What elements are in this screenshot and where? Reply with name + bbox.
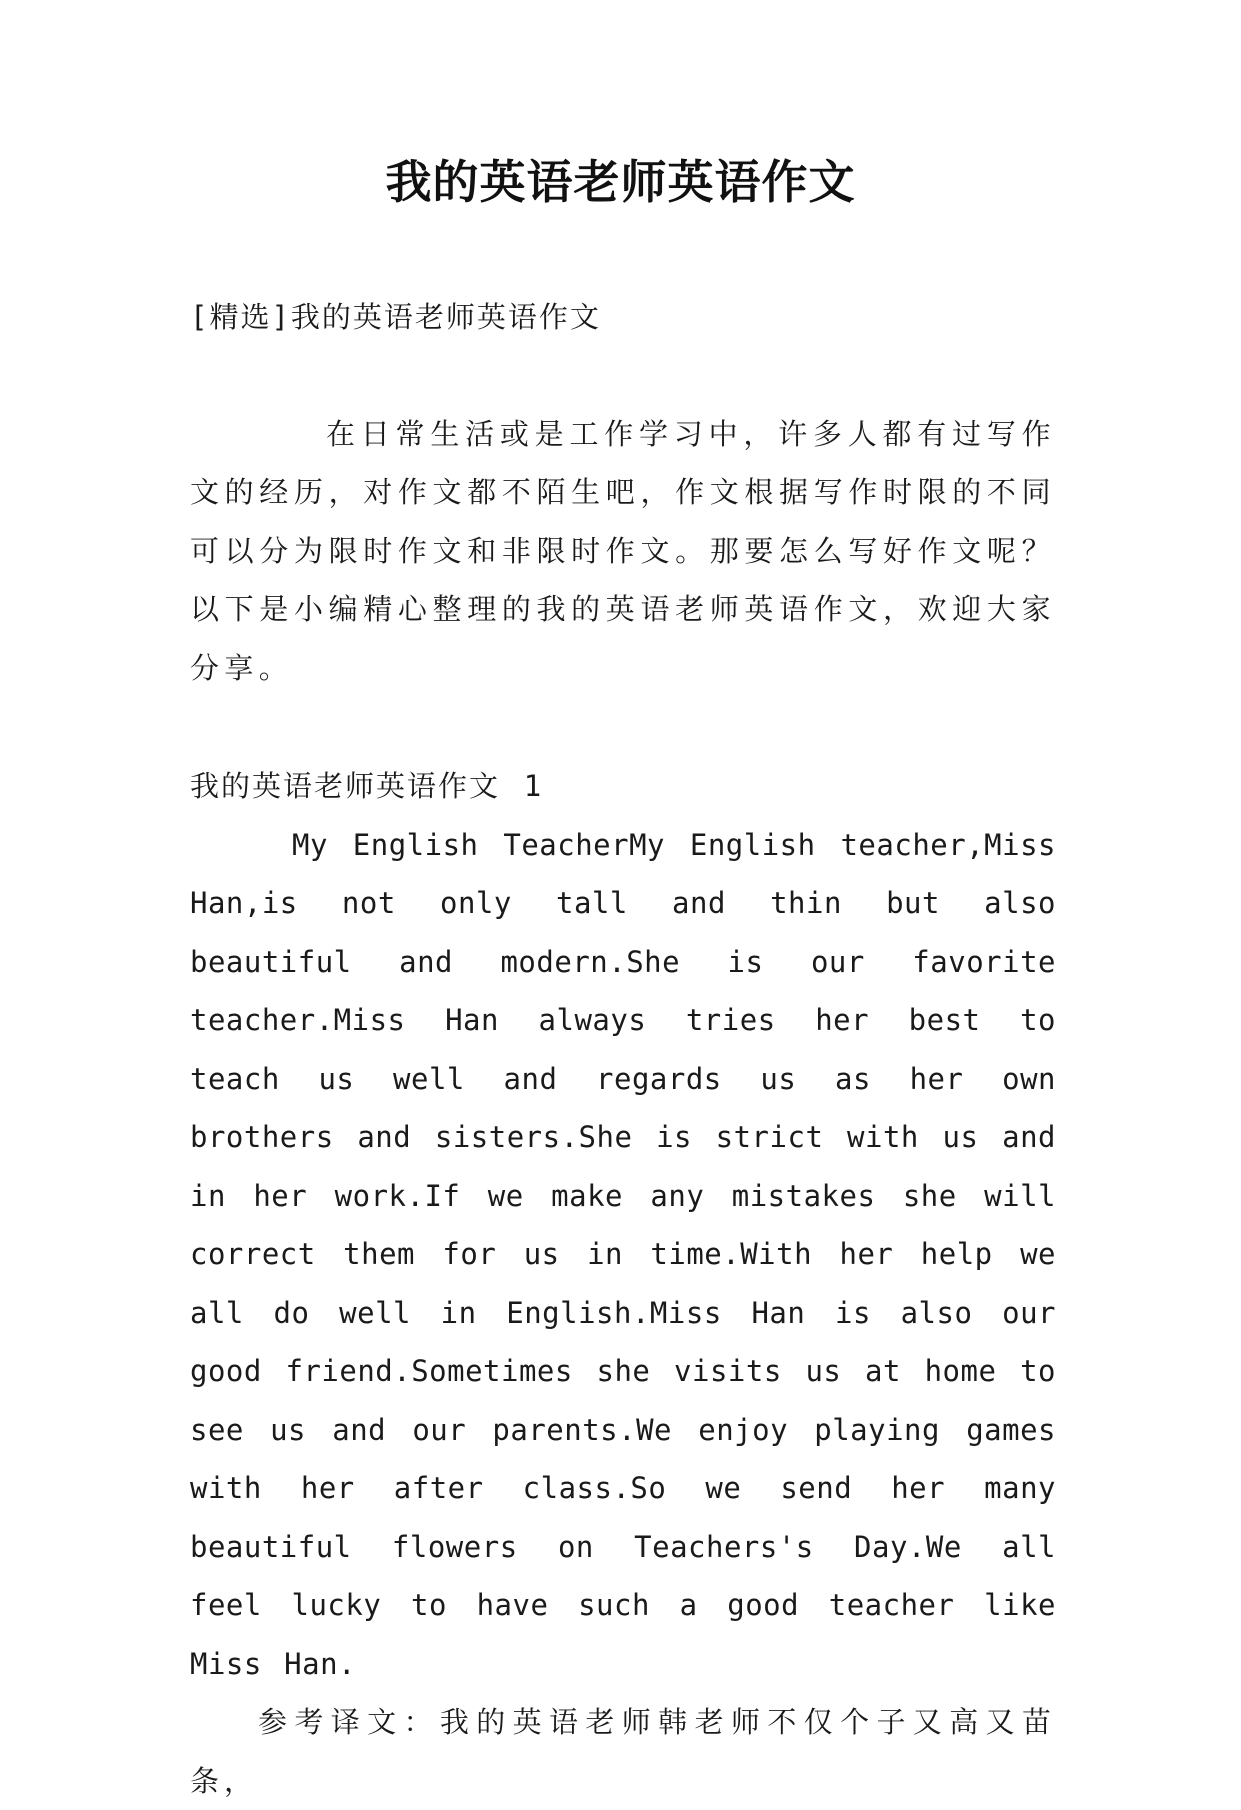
section-heading: 我的英语老师英语作文 1 xyxy=(190,769,544,803)
translation-paragraph: 参考译文：我的英语老师韩老师不仅个子又高又苗条， xyxy=(190,1705,1056,1798)
english-essay-paragraph: My English TeacherMy English teacher,Miss Han,is not only tall and thin but also beautiful and modern.She is our favorite teacher.Miss Han always tries her best to teach us well and regards us as her own brothers and sisters.She is strict with us and in her work.If we make any mistakes she will correct them for us in time.With her help we all do well in English.Miss Han is also our good friend.Sometimes she visits us at home to see us and our parents.We enjoy playing games with her after class.So we send her many beautiful flowers on Teachers's Day.We all feel lucky to have such a good teacher like Miss Han. xyxy=(190,827,1056,1681)
document-subtitle: [精选]我的英语老师英语作文 xyxy=(190,300,601,334)
document-title: 我的英语老师英语作文 xyxy=(385,155,856,209)
document-body xyxy=(190,288,1056,1810)
intro-paragraph: 在日常生活或是工作学习中，许多人都有过写作文的经历，对作文都不陌生吧，作文根据写作时限的不同可以分为限时作文和非限时作文。那要怎么写好作文呢？以下是小编精心整理的我的英语老师英语作文，欢迎大家分享。 xyxy=(190,416,1056,685)
